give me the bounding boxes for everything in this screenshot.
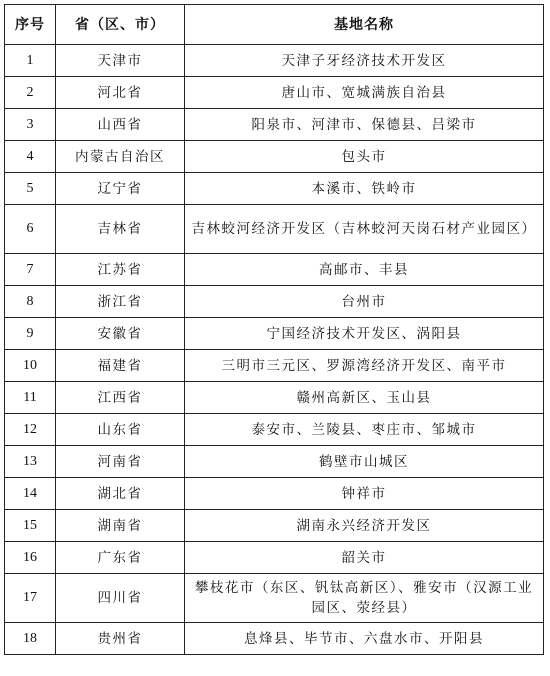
row-number: 15 bbox=[5, 510, 56, 542]
row-number: 2 bbox=[5, 77, 56, 109]
header-base: 基地名称 bbox=[185, 5, 544, 45]
table-row bbox=[5, 478, 544, 510]
bases-table bbox=[4, 4, 544, 655]
table-row bbox=[5, 446, 544, 478]
row-base: 本溪市、铁岭市 bbox=[185, 173, 544, 205]
row-base: 三明市三元区、罗源湾经济开发区、南平市 bbox=[185, 350, 544, 382]
row-number: 5 bbox=[5, 173, 56, 205]
row-province: 山西省 bbox=[56, 109, 185, 141]
table-row bbox=[5, 109, 544, 141]
row-base: 湖南永兴经济开发区 bbox=[185, 510, 544, 542]
row-base: 攀枝花市（东区、钒钛高新区）、雅安市（汉源工业园区、荥经县） bbox=[185, 574, 544, 623]
row-province: 吉林省 bbox=[56, 205, 185, 254]
row-number: 18 bbox=[5, 623, 56, 655]
row-province: 贵州省 bbox=[56, 623, 185, 655]
row-number: 11 bbox=[5, 382, 56, 414]
row-province: 内蒙古自治区 bbox=[56, 141, 185, 173]
header-row bbox=[5, 5, 544, 45]
row-province: 江西省 bbox=[56, 382, 185, 414]
table-row bbox=[5, 350, 544, 382]
row-province: 天津市 bbox=[56, 45, 185, 77]
row-province: 福建省 bbox=[56, 350, 185, 382]
row-number: 8 bbox=[5, 286, 56, 318]
row-number: 1 bbox=[5, 45, 56, 77]
row-number: 4 bbox=[5, 141, 56, 173]
row-base: 泰安市、兰陵县、枣庄市、邹城市 bbox=[185, 414, 544, 446]
row-number: 6 bbox=[5, 205, 56, 254]
row-number: 17 bbox=[5, 574, 56, 623]
row-province: 江苏省 bbox=[56, 254, 185, 286]
row-province: 四川省 bbox=[56, 574, 185, 623]
table-row bbox=[5, 382, 544, 414]
row-base: 高邮市、丰县 bbox=[185, 254, 544, 286]
table-row bbox=[5, 286, 544, 318]
row-province: 浙江省 bbox=[56, 286, 185, 318]
row-number: 10 bbox=[5, 350, 56, 382]
row-number: 14 bbox=[5, 478, 56, 510]
row-number: 7 bbox=[5, 254, 56, 286]
table-row bbox=[5, 574, 544, 623]
row-province: 安徽省 bbox=[56, 318, 185, 350]
row-number: 9 bbox=[5, 318, 56, 350]
row-base: 赣州高新区、玉山县 bbox=[185, 382, 544, 414]
row-base: 鹤壁市山城区 bbox=[185, 446, 544, 478]
table-row bbox=[5, 45, 544, 77]
row-province: 湖南省 bbox=[56, 510, 185, 542]
row-number: 3 bbox=[5, 109, 56, 141]
table-row bbox=[5, 510, 544, 542]
row-base: 阳泉市、河津市、保德县、吕梁市 bbox=[185, 109, 544, 141]
table-row bbox=[5, 77, 544, 109]
row-base: 宁国经济技术开发区、涡阳县 bbox=[185, 318, 544, 350]
row-province: 广东省 bbox=[56, 542, 185, 574]
row-province: 河北省 bbox=[56, 77, 185, 109]
header-index: 序号 bbox=[5, 5, 56, 45]
table-row bbox=[5, 542, 544, 574]
table-row bbox=[5, 414, 544, 446]
table-row bbox=[5, 623, 544, 655]
table-row bbox=[5, 173, 544, 205]
row-province: 河南省 bbox=[56, 446, 185, 478]
row-number: 12 bbox=[5, 414, 56, 446]
row-base: 包头市 bbox=[185, 141, 544, 173]
header-province: 省（区、市） bbox=[56, 5, 185, 45]
row-number: 13 bbox=[5, 446, 56, 478]
row-province: 辽宁省 bbox=[56, 173, 185, 205]
table-row bbox=[5, 141, 544, 173]
table-row bbox=[5, 254, 544, 286]
table-row bbox=[5, 205, 544, 254]
row-base: 唐山市、宽城满族自治县 bbox=[185, 77, 544, 109]
row-base: 息烽县、毕节市、六盘水市、开阳县 bbox=[185, 623, 544, 655]
row-province: 湖北省 bbox=[56, 478, 185, 510]
row-base: 台州市 bbox=[185, 286, 544, 318]
row-number: 16 bbox=[5, 542, 56, 574]
row-base: 吉林蛟河经济开发区（吉林蛟河天岗石材产业园区） bbox=[185, 205, 544, 254]
row-province: 山东省 bbox=[56, 414, 185, 446]
row-base: 天津子牙经济技术开发区 bbox=[185, 45, 544, 77]
row-base: 钟祥市 bbox=[185, 478, 544, 510]
table-row bbox=[5, 318, 544, 350]
row-base: 韶关市 bbox=[185, 542, 544, 574]
